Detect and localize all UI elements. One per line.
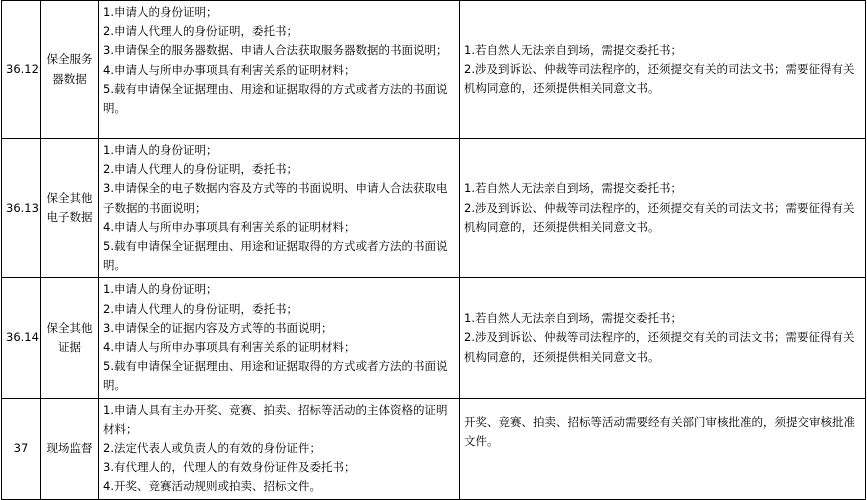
material-line: 3.申请保全的证据内容及方式等的书面说明； bbox=[103, 320, 333, 335]
material-line: 1.申请人具有主办开奖、竞赛、拍卖、招标等活动的主体资格的证明材料； bbox=[103, 402, 448, 436]
required-materials bbox=[99, 139, 460, 278]
material-line: 4.申请人与所申办事项具有利害关系的证明材料； bbox=[103, 219, 356, 234]
notary-requirements-table bbox=[1, 0, 866, 500]
item-name: 保全其他电子数据 bbox=[41, 139, 99, 278]
remark-line: 开奖、竞赛、拍卖、招标等活动需要经有关部门审核批准的，须提交审核批准文件。 bbox=[464, 414, 855, 448]
material-line: 3.申请保全的服务器数据、申请人合法获取服务器数据的书面说明； bbox=[103, 43, 448, 58]
remarks bbox=[460, 278, 866, 398]
remark-line: 1.若自然人无法亲自到场，需提交委托书； bbox=[464, 181, 682, 196]
remarks bbox=[460, 1, 866, 139]
remarks bbox=[460, 398, 866, 499]
item-number: 36.13 bbox=[2, 139, 41, 278]
material-line: 1.申请人的身份证明； bbox=[103, 5, 218, 19]
material-line: 4.开奖、竞赛活动规则或拍卖、招标文件。 bbox=[103, 479, 321, 494]
required-materials bbox=[99, 1, 460, 139]
remark-line: 1.若自然人无法亲自到场，需提交委托书； bbox=[464, 42, 682, 57]
table-row bbox=[2, 1, 866, 139]
material-line: 5.载有申请保全证据理由、用途和证据取得的方式或者方法的书面说明。 bbox=[103, 81, 448, 116]
material-line: 3.申请保全的电子数据内容及方式等的书面说明、申请人合法获取电子数据的书面说明； bbox=[103, 181, 448, 215]
table-row bbox=[2, 398, 866, 499]
item-number: 37 bbox=[2, 398, 41, 499]
remark-line: 2.涉及到诉讼、仲裁等司法程序的，还须提交有关的司法文书；需要征得有关机构同意的，还须提供相关同意文书。 bbox=[464, 330, 855, 364]
material-line: 5.载有申请保全证据理由、用途和证据取得的方式或者方法的书面说明。 bbox=[103, 359, 448, 393]
material-line: 4.申请人与所申办事项具有利害关系的证明材料； bbox=[103, 340, 356, 355]
required-materials bbox=[99, 278, 460, 398]
material-line: 2.法定代表人或负责人的有效的身份证件； bbox=[103, 441, 321, 456]
remarks bbox=[460, 139, 866, 278]
material-line: 2.申请人代理人的身份证明，委托书； bbox=[103, 24, 298, 39]
material-line: 1.申请人的身份证明； bbox=[103, 143, 218, 157]
table-row bbox=[2, 139, 866, 278]
item-number: 36.14 bbox=[2, 278, 41, 398]
material-line: 2.申请人代理人的身份证明，委托书； bbox=[103, 301, 298, 316]
table-row bbox=[2, 278, 866, 398]
remark-line: 2.涉及到诉讼、仲裁等司法程序的，还须提交有关的司法文书；需要征得有关机构同意的，还须提供相关同意文书。 bbox=[464, 200, 855, 234]
remark-line: 1.若自然人无法亲自到场，需提交委托书； bbox=[464, 311, 682, 326]
remark-line: 2.涉及到诉讼、仲裁等司法程序的，还须提交有关的司法文书；需要征得有关机构同意的，还须提供相关同意文书。 bbox=[464, 61, 855, 96]
material-line: 3.有代理人的，代理人的有效身份证件及委托书； bbox=[103, 460, 356, 475]
required-materials bbox=[99, 398, 460, 499]
material-line: 5.载有申请保全证据理由、用途和证据取得的方式或者方法的书面说明。 bbox=[103, 239, 448, 273]
item-name: 保全其他证据 bbox=[41, 278, 99, 398]
item-number: 36.12 bbox=[2, 1, 41, 139]
material-line: 1.申请人的身份证明； bbox=[103, 282, 218, 297]
item-name: 保全服务器数据 bbox=[41, 1, 99, 139]
material-line: 4.申请人与所申办事项具有利害关系的证明材料； bbox=[103, 62, 356, 77]
material-line: 2.申请人代理人的身份证明，委托书； bbox=[103, 162, 298, 177]
item-name: 现场监督 bbox=[41, 398, 99, 499]
